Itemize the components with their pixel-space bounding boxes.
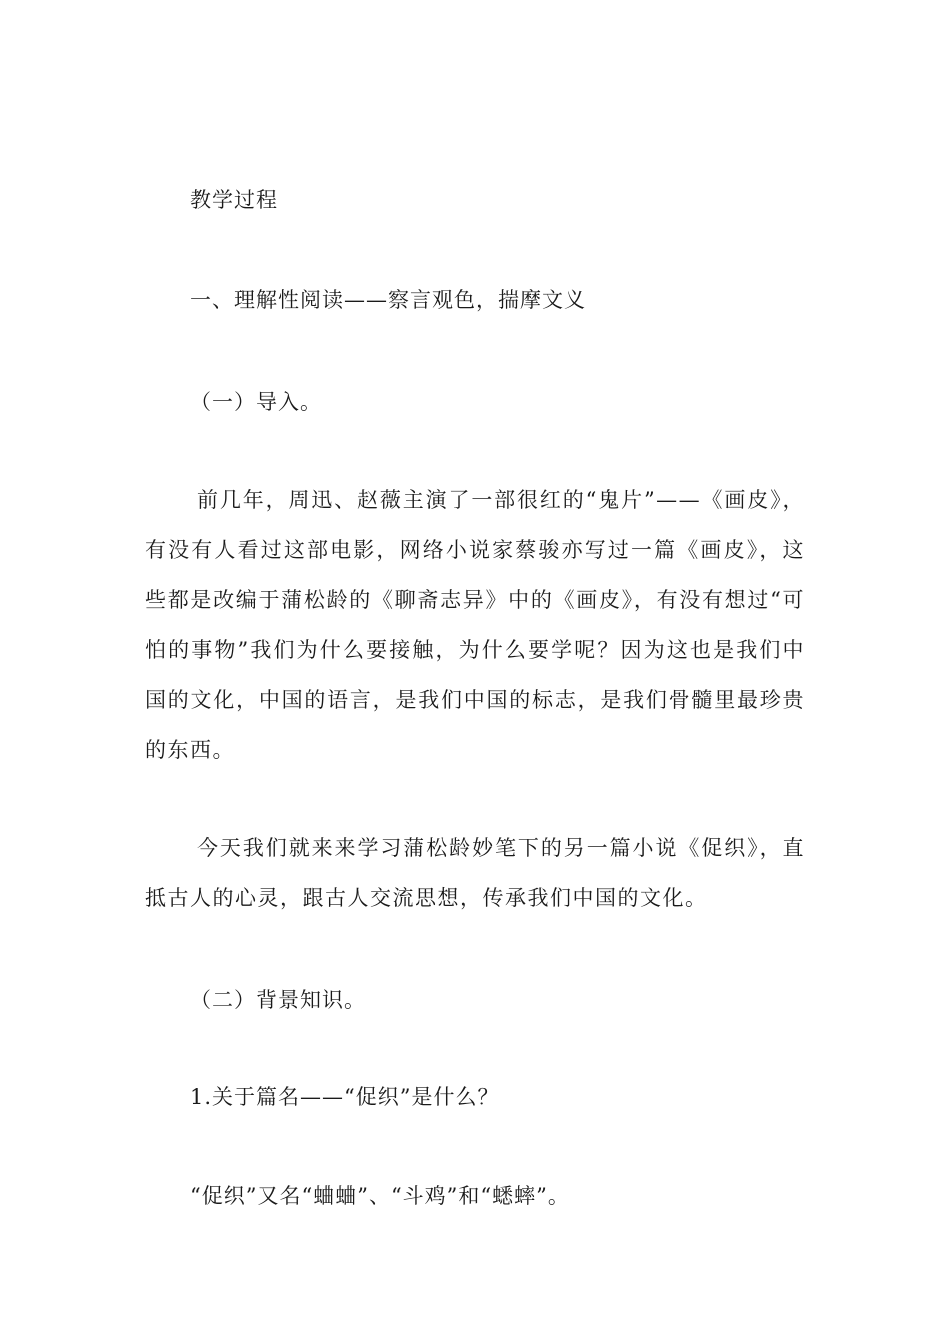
paragraph-intro: 前几年，周迅、赵薇主演了一部很红的“鬼片”——《画皮》，有没有人看过这部电影，网络小说家蔡骏亦写过一篇《画皮》，这些都是改编于蒲松龄的《聊斋志异》中的《画皮》，有没有想过“可怕的事物”我们为什么要接触，为什么要学呢？因为这也是我们中国的文化，中国的语言，是我们中国的标志，是我们骨髓里最珍贵的东西。 — [145, 488, 805, 762]
subsection-heading-background: （二）背景知识。 — [190, 988, 366, 1012]
paragraph-today: 今天我们就来来学习蒲松龄妙笔下的另一篇小说《促织》，直抵古人的心灵，跟古人交流思想，传承我们中国的文化。 — [145, 836, 805, 910]
heading-teaching-process: 教学过程 — [190, 188, 278, 212]
list-item-title-meaning: 1.关于篇名——“促织”是什么？ — [190, 1085, 500, 1109]
list-item-text: “促织”又名“蛐蛐”、“斗鸡”和“蟋蟀”。 — [190, 1184, 570, 1208]
section-heading-1: 一、理解性阅读——察言观色，揣摩文义 — [190, 288, 586, 312]
subsection-heading-intro: （一）导入。 — [190, 390, 322, 414]
